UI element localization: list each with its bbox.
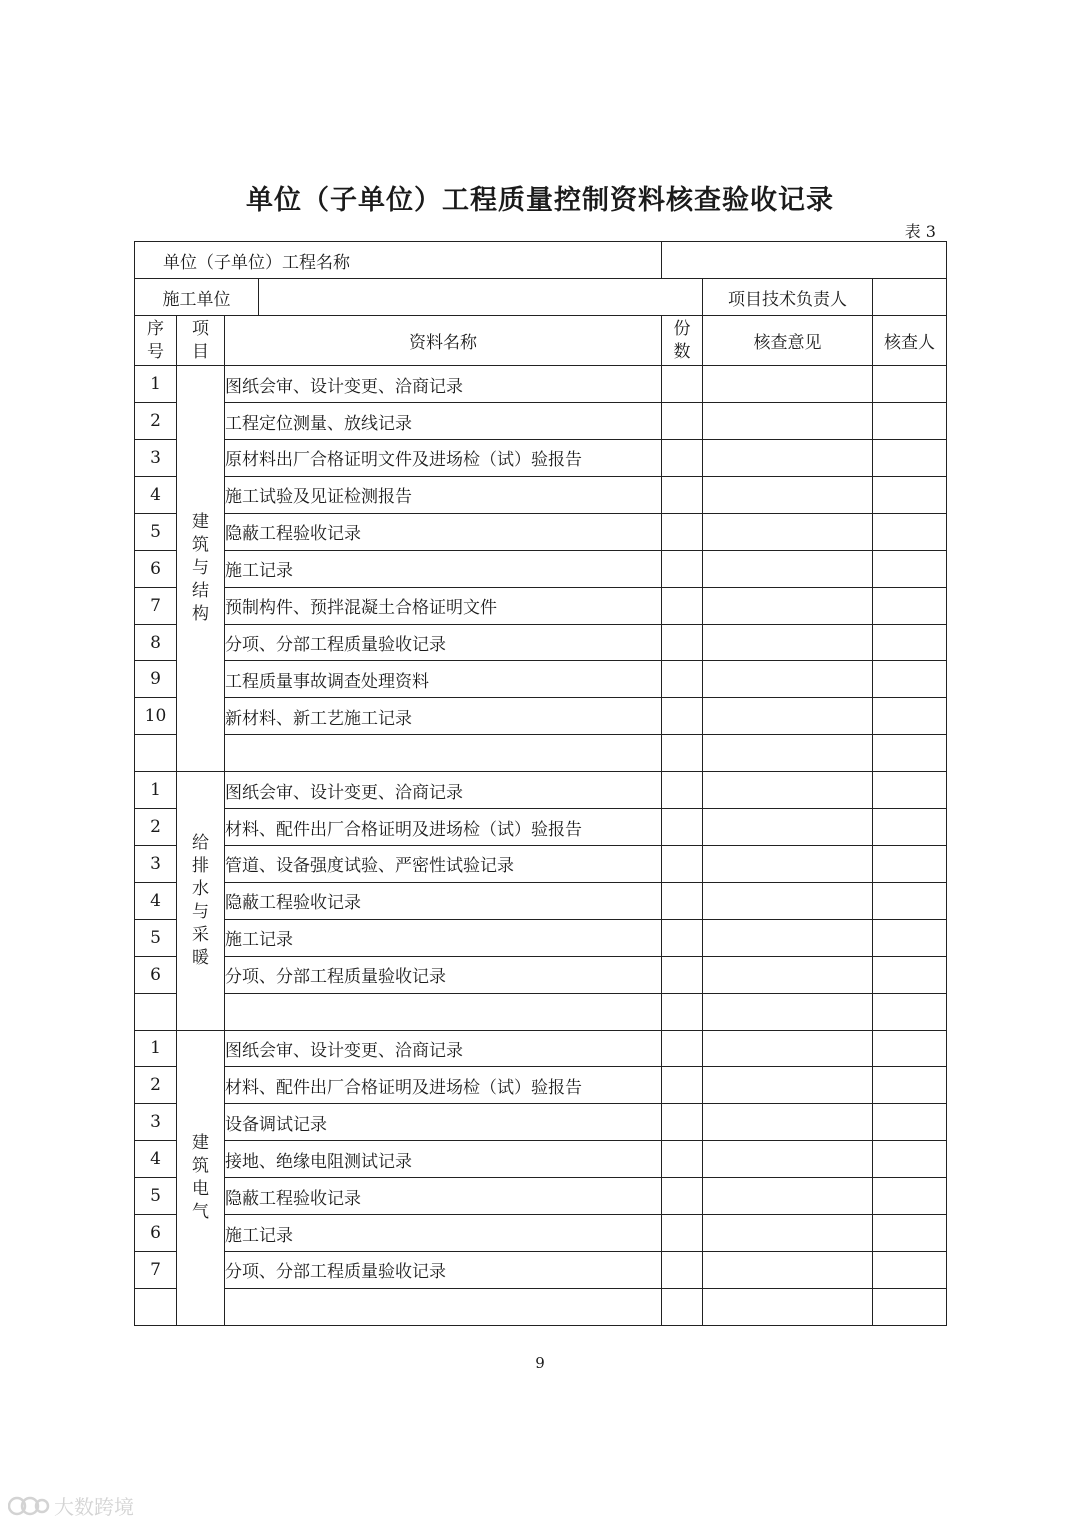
doc-name-cell: 施工记录 [225,550,662,587]
project-name-field[interactable] [662,242,947,279]
table-row [135,846,947,883]
table-row [135,882,947,919]
doc-name-cell: 分项、分部工程质量验收记录 [225,624,662,661]
copies-cell[interactable] [662,513,703,550]
row-seq-cell: 5 [135,513,177,550]
opinion-cell[interactable] [703,735,873,772]
checker-cell[interactable] [873,513,947,550]
copies-cell[interactable] [662,366,703,403]
checker-cell[interactable] [873,587,947,624]
opinion-cell[interactable] [703,1215,873,1252]
checker-cell[interactable] [873,1251,947,1288]
checker-cell[interactable] [873,1067,947,1104]
opinion-cell[interactable] [703,993,873,1030]
doc-name-cell: 施工记录 [225,919,662,956]
copies-cell[interactable] [662,476,703,513]
checker-cell[interactable] [873,809,947,846]
copies-cell[interactable] [662,809,703,846]
row-seq-cell: 8 [135,624,177,661]
construction-unit-label: 施工单位 [135,279,259,316]
copies-cell[interactable] [662,1030,703,1067]
row-seq-cell: 5 [135,1178,177,1215]
table-row [135,661,947,698]
table-row [135,624,947,661]
checker-cell[interactable] [873,1215,947,1252]
row-seq-cell: 3 [135,846,177,883]
checker-cell[interactable] [873,956,947,993]
table-row [135,366,947,403]
opinion-cell[interactable] [703,1141,873,1178]
opinion-cell[interactable] [703,919,873,956]
table-row [135,476,947,513]
row-seq-cell: 4 [135,476,177,513]
row-seq-cell: 6 [135,956,177,993]
row-seq-cell: 6 [135,550,177,587]
column-header-row [135,316,947,366]
copies-cell[interactable] [662,846,703,883]
copies-cell[interactable] [662,1067,703,1104]
doc-name-cell: 预制构件、预拌混凝土合格证明文件 [225,587,662,624]
opinion-cell[interactable] [703,1288,873,1325]
opinion-cell[interactable] [703,476,873,513]
checker-cell[interactable] [873,1141,947,1178]
inspection-record-table [134,241,947,1326]
row-seq-cell: 7 [135,587,177,624]
checker-cell[interactable] [873,550,947,587]
col-doc-name-header: 资料名称 [225,316,662,366]
copies-cell[interactable] [662,919,703,956]
table-row [135,1178,947,1215]
row-seq-cell: 1 [135,772,177,809]
row-seq-cell: 1 [135,1030,177,1067]
row-seq-cell: 2 [135,403,177,440]
opinion-cell[interactable] [703,550,873,587]
checker-cell[interactable] [873,624,947,661]
checker-cell[interactable] [873,476,947,513]
copies-cell[interactable] [662,698,703,735]
opinion-cell[interactable] [703,661,873,698]
doc-name-cell [225,993,662,1030]
copies-cell[interactable] [662,772,703,809]
checker-cell[interactable] [873,698,947,735]
col-seq-header: 序 号 [135,316,177,366]
row-seq-cell: 9 [135,661,177,698]
opinion-cell[interactable] [703,882,873,919]
page-number: 9 [535,1354,545,1372]
doc-name-cell: 设备调试记录 [225,1104,662,1141]
doc-name-cell [225,735,662,772]
copies-cell[interactable] [662,661,703,698]
table-row [135,1104,947,1141]
col-opinion-header: 核查意见 [703,316,873,366]
row-seq-cell: 2 [135,1067,177,1104]
copies-cell[interactable] [662,1251,703,1288]
checker-cell[interactable] [873,1288,947,1325]
table-row [135,1215,947,1252]
copies-cell[interactable] [662,993,703,1030]
row-seq-cell [135,1288,177,1325]
row-seq-cell: 6 [135,1215,177,1252]
col-item-header: 项 目 [177,316,225,366]
row-seq-cell: 3 [135,1104,177,1141]
row-seq-cell: 10 [135,698,177,735]
opinion-cell[interactable] [703,772,873,809]
table-row [135,919,947,956]
doc-name-cell: 分项、分部工程质量验收记录 [225,1251,662,1288]
table-row [135,772,947,809]
table-row [135,698,947,735]
opinion-cell[interactable] [703,809,873,846]
opinion-cell[interactable] [703,513,873,550]
checker-cell[interactable] [873,772,947,809]
copies-cell[interactable] [662,624,703,661]
row-seq-cell [135,735,177,772]
checker-cell[interactable] [873,919,947,956]
table-number: 表 3 [904,222,936,241]
section-category: 建 筑 电 气 [177,1030,225,1325]
row-seq-cell [135,993,177,1030]
doc-name-cell: 图纸会审、设计变更、洽商记录 [225,1030,662,1067]
copies-cell[interactable] [662,440,703,477]
checker-cell[interactable] [873,661,947,698]
col-checker-header: 核查人 [873,316,947,366]
opinion-cell[interactable] [703,624,873,661]
table-row [135,1251,947,1288]
opinion-cell[interactable] [703,956,873,993]
table-row [135,550,947,587]
table-row [135,809,947,846]
doc-name-cell: 分项、分部工程质量验收记录 [225,956,662,993]
construction-unit-field[interactable] [259,279,703,316]
opinion-cell[interactable] [703,366,873,403]
watermark [8,1491,134,1520]
doc-name-cell: 原材料出厂合格证明文件及进场检（试）验报告 [225,440,662,477]
row-seq-cell: 2 [135,809,177,846]
page-title: 单位（子单位）工程质量控制资料核查验收记录 [246,185,834,216]
checker-cell[interactable] [873,366,947,403]
checker-cell[interactable] [873,403,947,440]
project-name-row [135,242,947,279]
project-name-label: 单位（子单位）工程名称 [135,242,662,279]
row-seq-cell: 3 [135,440,177,477]
section-category: 给 排 水 与 采 暖 [177,772,225,1030]
section-category: 建 筑 与 结 构 [177,366,225,772]
doc-name-cell: 工程质量事故调查处理资料 [225,661,662,698]
table-row [135,1141,947,1178]
row-seq-cell: 5 [135,919,177,956]
watermark-text: 大数跨境 [54,1495,134,1519]
doc-name-cell: 材料、配件出厂合格证明及进场检（试）验报告 [225,1067,662,1104]
table-row [135,440,947,477]
tech-lead-label: 项目技术负责人 [703,279,873,316]
watermark-logo-icon [8,1494,50,1518]
opinion-cell[interactable] [703,846,873,883]
col-copies-header: 份 数 [662,316,703,366]
tech-lead-field[interactable] [873,279,947,316]
checker-cell[interactable] [873,846,947,883]
doc-name-cell: 管道、设备强度试验、严密性试验记录 [225,846,662,883]
doc-name-cell: 施工记录 [225,1215,662,1252]
table-row [135,403,947,440]
table-row [135,735,947,772]
doc-name-cell: 接地、绝缘电阻测试记录 [225,1141,662,1178]
opinion-cell[interactable] [703,403,873,440]
copies-cell[interactable] [662,1288,703,1325]
row-seq-cell: 4 [135,882,177,919]
opinion-cell[interactable] [703,1030,873,1067]
table-row [135,1288,947,1325]
checker-cell[interactable] [873,735,947,772]
doc-name-cell: 图纸会审、设计变更、洽商记录 [225,366,662,403]
checker-cell[interactable] [873,440,947,477]
checker-cell[interactable] [873,1030,947,1067]
copies-cell[interactable] [662,956,703,993]
table-row [135,956,947,993]
checker-cell[interactable] [873,882,947,919]
opinion-cell[interactable] [703,440,873,477]
opinion-cell[interactable] [703,587,873,624]
table-row [135,1067,947,1104]
opinion-cell[interactable] [703,698,873,735]
table-row [135,993,947,1030]
doc-name-cell: 材料、配件出厂合格证明及进场检（试）验报告 [225,809,662,846]
doc-name-cell [225,1288,662,1325]
opinion-cell[interactable] [703,1104,873,1141]
doc-name-cell: 工程定位测量、放线记录 [225,403,662,440]
checker-cell[interactable] [873,1104,947,1141]
doc-name-cell: 图纸会审、设计变更、洽商记录 [225,772,662,809]
doc-name-cell: 施工试验及见证检测报告 [225,476,662,513]
copies-cell[interactable] [662,587,703,624]
construction-unit-row [135,279,947,316]
table-row [135,587,947,624]
table-row [135,1030,947,1067]
copies-cell[interactable] [662,1104,703,1141]
copies-cell[interactable] [662,550,703,587]
doc-name-cell: 隐蔽工程验收记录 [225,513,662,550]
opinion-cell[interactable] [703,1251,873,1288]
doc-name-cell: 隐蔽工程验收记录 [225,882,662,919]
doc-name-cell: 新材料、新工艺施工记录 [225,698,662,735]
copies-cell[interactable] [662,403,703,440]
copies-cell[interactable] [662,1215,703,1252]
row-seq-cell: 7 [135,1251,177,1288]
table-row [135,513,947,550]
copies-cell[interactable] [662,882,703,919]
opinion-cell[interactable] [703,1067,873,1104]
copies-cell[interactable] [662,1178,703,1215]
checker-cell[interactable] [873,1178,947,1215]
checker-cell[interactable] [873,993,947,1030]
row-seq-cell: 4 [135,1141,177,1178]
doc-name-cell: 隐蔽工程验收记录 [225,1178,662,1215]
copies-cell[interactable] [662,1141,703,1178]
copies-cell[interactable] [662,735,703,772]
opinion-cell[interactable] [703,1178,873,1215]
row-seq-cell: 1 [135,366,177,403]
